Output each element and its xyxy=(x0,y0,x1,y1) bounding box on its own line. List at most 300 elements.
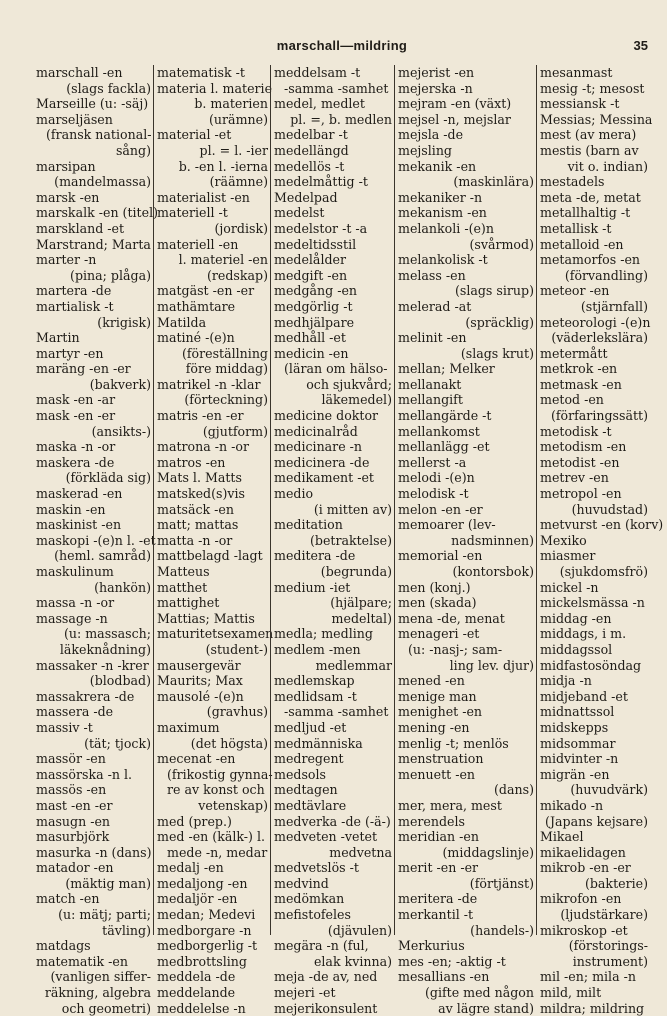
entry-line: mejerska -n xyxy=(398,80,473,96)
entry-line: sång) xyxy=(115,142,151,158)
entry-line: metvurst -en (korv) xyxy=(540,517,664,533)
entry-line: (tät; tjock) xyxy=(84,735,151,751)
entry-line: marsk -en xyxy=(36,189,100,205)
entry-line: mikrofon -en xyxy=(540,891,622,907)
entry-line: mena -de, menat xyxy=(398,610,505,626)
page-header xyxy=(36,38,648,56)
entry-line: meddelelse -n xyxy=(157,1000,246,1016)
entry-line: mikaelidagen xyxy=(540,844,626,860)
entry-line: menstruation xyxy=(398,751,484,767)
entry-line: meteorologi -(e)n xyxy=(540,314,651,330)
entry-line: maskulinum xyxy=(36,564,114,579)
entry-line: (student-) xyxy=(205,641,268,657)
entry-line: meja -de av, ned xyxy=(274,969,378,985)
entry-line: medaljong -en xyxy=(157,875,248,891)
entry-line: och geometri) xyxy=(61,1000,151,1016)
entry-line: Messias; Messina xyxy=(540,111,653,127)
entry-line: middagssol xyxy=(540,641,613,657)
entry-line: Mattias; Mattis xyxy=(157,610,255,626)
entry-line: midskepps xyxy=(540,719,609,735)
entry-line: medeltal) xyxy=(331,610,392,626)
entry-line: middag -en xyxy=(540,610,612,626)
entry-line: medla; medling xyxy=(274,626,373,642)
entry-line: (heml. samråd) xyxy=(54,548,151,564)
column-4 xyxy=(394,65,536,1016)
entry-line: midfastosöndag xyxy=(540,657,642,673)
entry-line: Martin xyxy=(36,330,80,346)
entry-line: läkeknådning) xyxy=(59,641,151,657)
entry-line: marter -n xyxy=(36,252,97,268)
entry-line: (frikostig gynna- xyxy=(167,766,273,782)
entry-line: metmask -en xyxy=(540,376,622,392)
entry-line: martera -de xyxy=(36,283,112,299)
entry-line: metermått xyxy=(540,345,608,361)
entry-line: mellangärde -t xyxy=(398,408,492,424)
entry-line: mestis (barn av xyxy=(540,142,639,158)
entry-line: massörska -n l. xyxy=(36,766,132,782)
entry-line: menighet -en xyxy=(398,704,483,720)
entry-line: (i mitten av) xyxy=(313,501,392,517)
entry-line: medlemmar xyxy=(315,657,392,673)
entry-line: maskin -en xyxy=(36,501,106,517)
entry-line: mesanmast xyxy=(540,65,613,80)
entry-line: midvinter -n xyxy=(540,751,619,767)
entry-line: och sjukvård; xyxy=(306,376,392,392)
entry-line: marseljäsen xyxy=(36,111,113,127)
entry-line: medellängd xyxy=(274,142,349,158)
entry-line: marschall -en xyxy=(36,65,123,80)
entry-line: mejeri -et xyxy=(274,985,336,1001)
entry-line: mecenat -en xyxy=(157,751,236,767)
entry-line: (huvudstad) xyxy=(571,501,648,517)
entry-line: (sjukdomsfrö) xyxy=(559,564,648,579)
entry-line: metallisk -t xyxy=(540,220,612,236)
entry-line: medlidsam -t xyxy=(274,688,357,704)
entry-line: melerad -at xyxy=(398,298,472,314)
entry-line: Merkurius xyxy=(398,938,465,954)
entry-line: l. materiel -en xyxy=(178,252,268,268)
entry-line: matdags xyxy=(36,938,91,954)
column-5 xyxy=(536,65,664,1016)
entry-line: läkemedel) xyxy=(321,392,392,408)
entry-line: masurka -n (dans) xyxy=(36,844,152,860)
entry-line: mest (av mera) xyxy=(540,127,637,143)
entry-line: (förvandling) xyxy=(564,267,648,283)
entry-line: metod -en xyxy=(540,392,604,408)
entry-line: matgäst -en -er xyxy=(157,283,255,299)
entry-line: maskopi -(e)n l. -et xyxy=(36,532,156,548)
entry-line: mathämtare xyxy=(157,298,236,314)
entry-line: medalj -en xyxy=(157,860,224,876)
entry-line: medborgare -n xyxy=(157,922,252,938)
page-number: 35 xyxy=(633,38,648,53)
entry-line: matematisk -t xyxy=(157,65,245,80)
entry-line: (vanligen siffer- xyxy=(50,969,151,985)
entry-line: mast -en -er xyxy=(36,797,113,813)
entry-line: mening -en xyxy=(398,719,470,735)
entry-line: medbrottsling xyxy=(157,953,247,969)
entry-line: medtävlare xyxy=(274,797,347,813)
entry-line: matris -en -er xyxy=(157,408,244,424)
entry-line: metropol -en xyxy=(540,486,622,502)
entry-line: instrument) xyxy=(572,953,648,969)
entry-line: metodist -en xyxy=(540,454,620,470)
entry-line: melodi -(e)n xyxy=(398,470,475,486)
entry-line: (jordisk) xyxy=(214,220,268,236)
entry-line: mejram -en (växt) xyxy=(398,96,512,112)
entry-line: midjeband -et xyxy=(540,688,628,704)
entry-line: masugn -en xyxy=(36,813,111,829)
entry-line: (huvudvärk) xyxy=(570,782,648,798)
entry-line: meddelande xyxy=(157,985,236,1001)
entry-line: mejsel -n, mejslar xyxy=(398,111,511,127)
entry-line: melankolisk -t xyxy=(398,252,488,268)
entry-line: mellankomst xyxy=(398,423,480,439)
entry-line: medvetna xyxy=(329,844,392,860)
entry-line: massaker -n -krer xyxy=(36,657,149,673)
entry-line: (handels-) xyxy=(470,922,534,938)
entry-line: merkantil -t xyxy=(398,907,474,923)
entry-line: middags, i m. xyxy=(540,626,627,642)
entry-line: mausergevär xyxy=(157,657,241,673)
entry-line: (mandelmassa) xyxy=(54,174,151,190)
entry-line: medmänniska xyxy=(274,735,363,751)
entry-line: (maskinlära) xyxy=(453,174,534,190)
entry-line: (stjärnfall) xyxy=(580,298,648,314)
entry-line: (ansikts-) xyxy=(91,423,151,439)
entry-line: mild, milt xyxy=(540,985,602,1001)
entry-line: meteor -en xyxy=(540,283,610,299)
entry-line: (ljudstärkare) xyxy=(560,907,648,923)
entry-line: (slags sirup) xyxy=(454,283,534,299)
entry-line: Matilda xyxy=(157,314,207,330)
entry-line: (gifte med någon xyxy=(424,985,534,1001)
entry-line: av lägre stand) xyxy=(438,1000,534,1016)
entry-line: Marstrand; Marta xyxy=(36,236,151,252)
entry-line: material -et xyxy=(157,127,232,143)
entry-line: mellanakt xyxy=(398,376,462,392)
entry-line: (förkläda sig) xyxy=(65,470,151,486)
entry-line: mask -en -er xyxy=(36,408,116,424)
entry-line: (u: mätj; parti; xyxy=(58,907,151,923)
entry-line: medhjälpare xyxy=(274,314,355,330)
entry-line: medium -iet xyxy=(274,579,351,595)
entry-line: (djävulen) xyxy=(327,922,392,938)
entry-line: matt; mattas xyxy=(157,517,239,533)
entry-line: mellanlägg -et xyxy=(398,439,490,455)
entry-line: medsols xyxy=(274,766,326,782)
entry-line: (föreställning xyxy=(181,345,268,361)
entry-line: matrikel -n -klar xyxy=(157,376,261,392)
entry-line: (redskap) xyxy=(206,267,268,283)
entry-line: medlem -men xyxy=(274,641,361,657)
entry-line: Mikael xyxy=(540,829,584,845)
entry-line: mefistofeles xyxy=(274,907,351,923)
entry-line: mejsling xyxy=(398,142,452,158)
entry-line: (urämne) xyxy=(209,111,268,127)
entry-line: medregent xyxy=(274,751,344,767)
entry-line: b. -en l. -ierna xyxy=(178,158,268,174)
entry-line: massa -n -or xyxy=(36,595,115,611)
entry-line: (gjutform) xyxy=(202,423,268,439)
entry-line: med (prep.) xyxy=(157,813,232,829)
entry-line: mellan; Melker xyxy=(398,361,495,377)
entry-line: medgång -en xyxy=(274,283,358,299)
entry-line: medelstor -t -a xyxy=(274,220,368,236)
entry-line: (förstorings- xyxy=(568,938,648,954)
entry-line: mesallians -en xyxy=(398,969,490,985)
entry-line: mejerikonsulent xyxy=(274,1000,378,1016)
entry-line: (u: massasch; xyxy=(63,626,151,642)
entry-line: mickelsmässa -n xyxy=(540,595,645,611)
entry-line: medel, medlet xyxy=(274,96,365,112)
entry-line: medelmåttig -t xyxy=(274,174,368,190)
entry-line: massör -en xyxy=(36,751,106,767)
entry-line: meditera -de xyxy=(274,548,356,564)
entry-line: tävling) xyxy=(102,922,151,938)
entry-line: melankoli -(e)n xyxy=(398,220,494,236)
entry-line: meridian -en xyxy=(398,829,479,845)
entry-line: mekanism -en xyxy=(398,205,487,221)
entry-line: mekanik -en xyxy=(398,158,477,174)
entry-line: (hjälpare; xyxy=(330,595,392,611)
entry-line: matador -en xyxy=(36,860,114,876)
entry-line: medvetslös -t xyxy=(274,860,359,876)
entry-line: b. materien xyxy=(194,96,268,112)
entry-line: melon -en -er xyxy=(398,501,483,517)
entry-line: maskinist -en xyxy=(36,517,122,533)
entry-line: materiell -en xyxy=(157,236,239,252)
entry-line: mil -en; mila -n xyxy=(540,969,636,985)
entry-line: mes -en; -aktig -t xyxy=(398,953,506,969)
entry-line: medveten -vetet xyxy=(274,829,378,845)
entry-line: massakrera -de xyxy=(36,688,135,704)
entry-line: medvind xyxy=(274,875,329,891)
entry-line: masurbjörk xyxy=(36,829,110,845)
entry-line: (det högsta) xyxy=(190,735,268,751)
entry-line: menageri -et xyxy=(398,626,480,642)
entry-line: (fransk national- xyxy=(46,127,152,143)
entry-line: midja -n xyxy=(540,673,592,689)
entry-line: metamorfos -en xyxy=(540,252,641,268)
entry-line: (slags krut) xyxy=(460,345,534,361)
entry-line: marsipan xyxy=(36,158,96,174)
entry-line: (svårmod) xyxy=(469,236,534,252)
entry-line: meditation xyxy=(274,517,343,533)
entry-line: materialist -en xyxy=(157,189,250,205)
entry-line: mer, mera, mest xyxy=(398,797,502,813)
entry-line: medicin -en xyxy=(274,345,349,361)
entry-line: mellerst -a xyxy=(398,454,467,470)
entry-line: merit -en -er xyxy=(398,860,479,876)
entry-line: matthet xyxy=(157,579,208,595)
entry-line: melodisk -t xyxy=(398,486,469,502)
entry-line: medverka -de (-ä-) xyxy=(274,813,391,829)
entry-line: ling lev. djur) xyxy=(449,657,534,673)
entry-line: (spräcklig) xyxy=(465,314,534,330)
entry-line: -samma -samhet xyxy=(284,704,389,720)
entry-line: martyr -en xyxy=(36,345,104,361)
column-3 xyxy=(270,65,394,1016)
entry-line: Matteus xyxy=(157,564,210,579)
entry-line: matiné -(e)n xyxy=(157,330,235,346)
entry-line: materiell -t xyxy=(157,205,228,221)
entry-line: meddela -de xyxy=(157,969,236,985)
entry-line: meritera -de xyxy=(398,891,478,907)
entry-line: metodism -en xyxy=(540,439,627,455)
entry-line: meddelsam -t xyxy=(274,65,361,80)
entry-line: massös -en xyxy=(36,782,107,798)
entry-line: maskerad -en xyxy=(36,486,123,502)
entry-line: midsommar xyxy=(540,735,616,751)
entry-line: (krigisk) xyxy=(97,314,151,330)
entry-line: vetenskap) xyxy=(198,797,268,813)
entry-line: men (skada) xyxy=(398,595,477,611)
entry-line: medömkan xyxy=(274,891,345,907)
entry-line: Mats l. Matts xyxy=(157,470,242,486)
entry-line: Mexiko xyxy=(540,532,587,548)
entry-line: messiansk -t xyxy=(540,96,620,112)
entry-line: pl. = l. -ier xyxy=(199,142,268,158)
entry-line: mikado -n xyxy=(540,797,604,813)
entry-line: mildra; mildring xyxy=(540,1000,645,1016)
entry-line: matrona -n -or xyxy=(157,439,249,455)
entry-line: (dans) xyxy=(494,782,534,798)
entry-line: Marseille (u: -säj) xyxy=(36,96,149,112)
entry-line: (läran om hälso- xyxy=(284,361,388,377)
entry-line: (räämne) xyxy=(209,174,268,190)
entry-line: medelst xyxy=(274,205,325,221)
entry-line: massage -n xyxy=(36,610,108,626)
entry-line: elak kvinna) xyxy=(313,953,392,969)
entry-line: (betraktelse) xyxy=(309,532,392,548)
entry-line: medicinera -de xyxy=(274,454,370,470)
entry-line: mejsla -de xyxy=(398,127,464,143)
entry-line: meta -de, metat xyxy=(540,189,641,205)
entry-line: maturitetsexamen xyxy=(157,626,274,642)
entry-line: medhåll -et xyxy=(274,330,346,346)
entry-line: medicinalråd xyxy=(274,423,358,439)
entry-line: mestadels xyxy=(540,174,605,190)
entry-line: (förtjänst) xyxy=(469,875,534,891)
entry-line: medikament -et xyxy=(274,470,374,486)
entry-line: (väderlekslära) xyxy=(551,330,648,346)
entry-line: (slags fackla) xyxy=(66,80,151,96)
entry-line: midnattssol xyxy=(540,704,615,720)
entry-line: mejerist -en xyxy=(398,65,475,80)
entry-line: mellangift xyxy=(398,392,463,408)
entry-line: Medelpad xyxy=(274,189,338,205)
entry-line: massera -de xyxy=(36,704,114,720)
entry-line: massiv -t xyxy=(36,719,93,735)
entry-line: -samma -samhet xyxy=(284,80,389,96)
entry-line: medeltidsstil xyxy=(274,236,357,252)
entry-line: mattighet xyxy=(157,595,220,611)
entry-line: vit o. indian) xyxy=(567,158,648,174)
entry-line: medgift -en xyxy=(274,267,348,283)
entry-line: medelålder xyxy=(274,252,347,268)
entry-line: medicinare -n xyxy=(274,439,363,455)
entry-line: räkning, algebra xyxy=(44,985,151,1001)
entry-line: melass -en xyxy=(398,267,466,283)
entry-line: marskland -et xyxy=(36,220,125,236)
entry-line: mattbelagd -lagt xyxy=(157,548,263,564)
entry-line: medelbar -t xyxy=(274,127,348,143)
entry-line: (hankön) xyxy=(94,579,151,595)
entry-line: metalloid -en xyxy=(540,236,624,252)
entry-line: megära -n (ful, xyxy=(274,938,369,954)
entry-line: mausolé -(e)n xyxy=(157,688,244,704)
entry-line: mask -en -ar xyxy=(36,392,116,408)
entry-line: menuett -en xyxy=(398,766,476,782)
column-1 xyxy=(36,65,159,1016)
entry-line: memoarer (lev- xyxy=(398,517,496,533)
entry-line: (middagslinje) xyxy=(442,844,534,860)
entry-line: matros -en xyxy=(157,454,226,470)
entry-line: maska -n -or xyxy=(36,439,116,455)
entry-line: metrev -en xyxy=(540,470,609,486)
entry-line: (bakverk) xyxy=(89,376,151,392)
entry-line: mesig -t; mesost xyxy=(540,80,645,96)
entry-line: (u: -nasj-; sam- xyxy=(408,641,503,657)
entry-line: maskera -de xyxy=(36,454,115,470)
entry-line: matta -n -or xyxy=(157,532,233,548)
entry-line: metallhaltig -t xyxy=(540,205,631,221)
entry-line: medaljör -en xyxy=(157,891,238,907)
entry-line: (blodbad) xyxy=(89,673,151,689)
entry-line: mikrob -en -er xyxy=(540,860,631,876)
entry-line: metodisk -t xyxy=(540,423,612,439)
entry-line: matsäck -en xyxy=(157,501,234,517)
entry-line: (gravhus) xyxy=(206,704,268,720)
entry-line: medan; Medevi xyxy=(157,907,256,923)
entry-line: menige man xyxy=(398,688,477,704)
entry-line: mened -en xyxy=(398,673,465,689)
entry-line: menlig -t; menlös xyxy=(398,735,509,751)
column-2 xyxy=(153,65,274,1016)
entry-line: medellös -t xyxy=(274,158,345,174)
entry-line: melinit -en xyxy=(398,330,467,346)
entry-line: med -en (kälk-) l. xyxy=(157,829,265,845)
entry-line: materia l. materie xyxy=(157,80,273,96)
entry-line: maximum xyxy=(157,719,220,735)
entry-line: pl. =, b. medlen xyxy=(290,111,392,127)
entry-line: memorial -en xyxy=(398,548,483,564)
entry-line: mikroskop -et xyxy=(540,922,628,938)
entry-line: (Japans kejsare) xyxy=(545,813,648,829)
entry-line: medlemskap xyxy=(274,673,355,689)
entry-line: merendels xyxy=(398,813,465,829)
entry-line: maräng -en -er xyxy=(36,361,131,377)
entry-line: medicine doktor xyxy=(274,408,379,424)
entry-line: migrän -en xyxy=(540,766,610,782)
entry-line: re av konst och xyxy=(167,782,265,798)
entry-line: medtagen xyxy=(274,782,338,798)
entry-line: (förfaringssätt) xyxy=(550,408,648,424)
entry-line: (begrunda) xyxy=(320,564,392,579)
entry-line: (förteckning) xyxy=(184,392,268,408)
entry-line: miasmer xyxy=(540,548,596,564)
entry-line: mickel -n xyxy=(540,579,599,595)
entry-line: före middag) xyxy=(185,361,268,377)
entry-line: mede -n, medar xyxy=(167,844,268,860)
entry-line: matsked(s)vis xyxy=(157,486,246,502)
entry-line: medgörlig -t xyxy=(274,298,353,314)
entry-line: matematik -en xyxy=(36,953,128,969)
entry-line: nadsminnen) xyxy=(451,532,534,548)
entry-line: medljud -et xyxy=(274,719,347,735)
entry-line: (bakterie) xyxy=(584,875,648,891)
